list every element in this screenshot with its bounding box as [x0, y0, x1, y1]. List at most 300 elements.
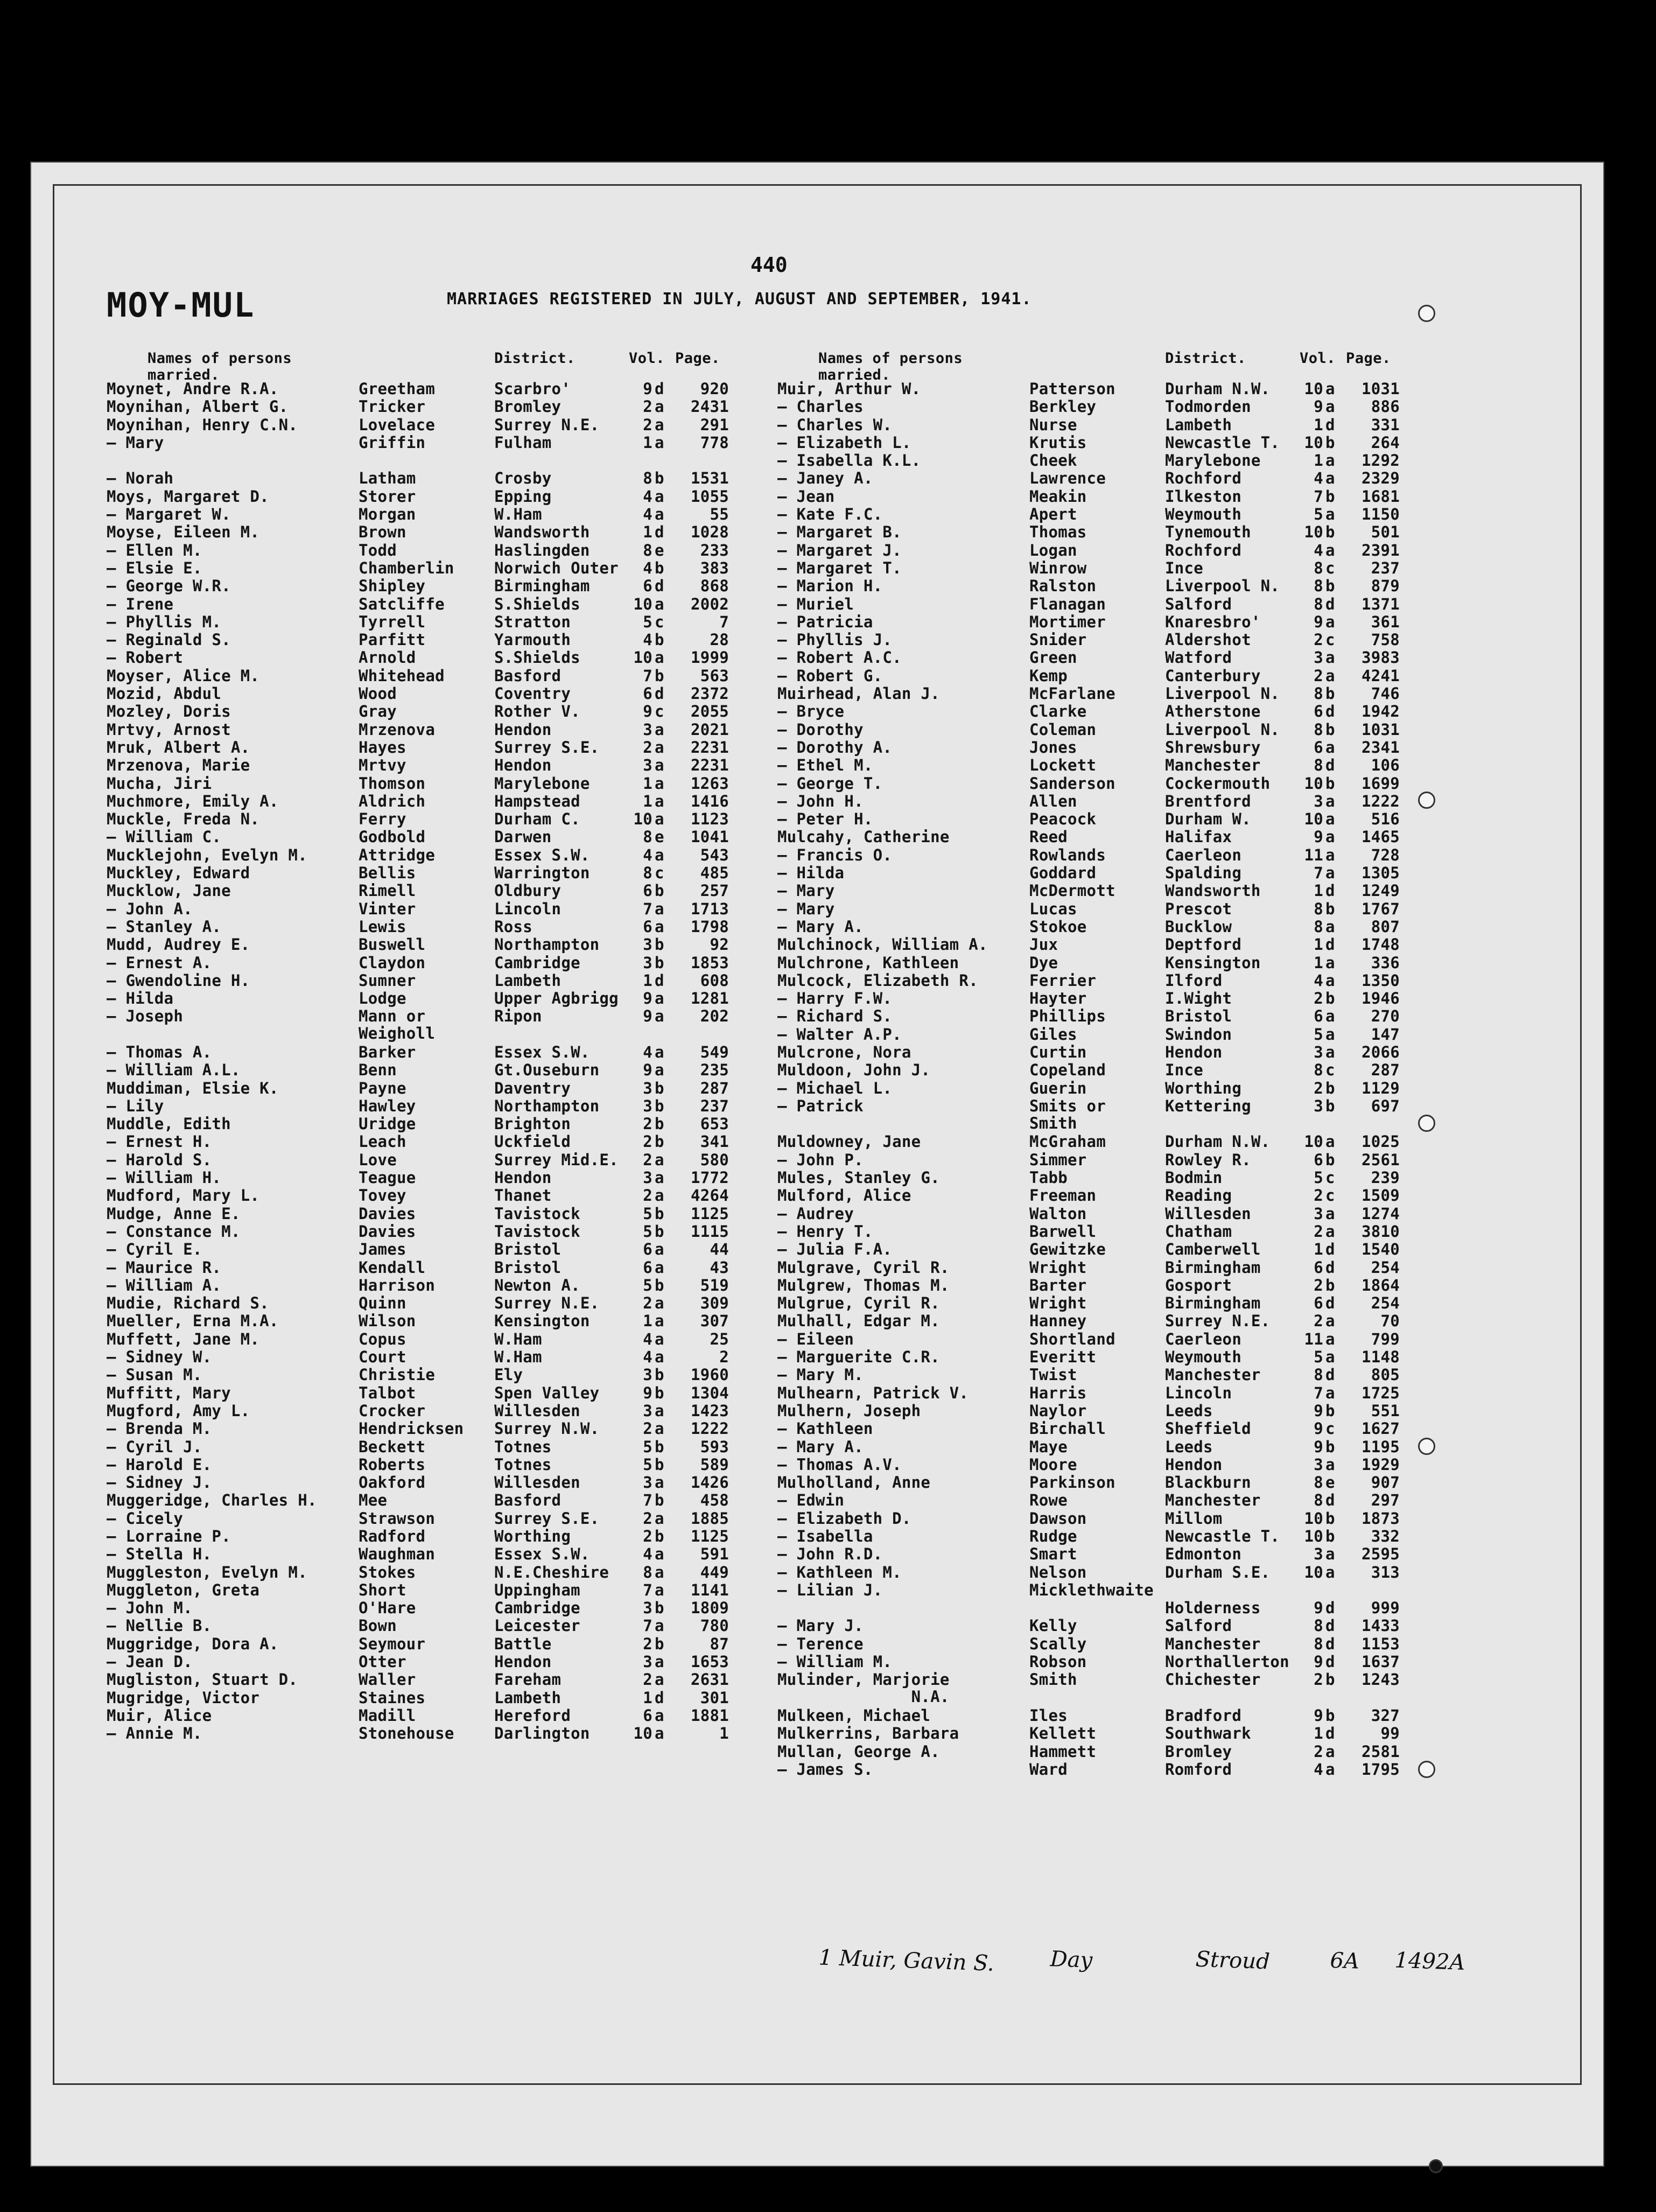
entry-volume-letter: a — [655, 1348, 664, 1367]
entry-row — [107, 828, 780, 846]
entry-spouse-surname: Crocker — [359, 1402, 426, 1420]
entry-volume: 7 — [1314, 487, 1323, 506]
entry-row — [777, 1348, 1450, 1366]
entry-volume: 8 — [1314, 685, 1323, 703]
entry-row — [777, 1026, 1450, 1044]
entry-page: 1809 — [690, 1599, 729, 1618]
entry-volume-letter: a — [655, 738, 664, 757]
entry-district: Hampstead — [494, 792, 580, 810]
entry-page: 2372 — [690, 685, 729, 703]
entry-spouse-surname: Hanney — [1029, 1312, 1087, 1331]
entry-volume-letter: a — [1325, 738, 1335, 757]
entry-volume-letter: a — [1325, 649, 1335, 667]
entry-page: 563 — [700, 667, 729, 685]
entry-volume: 2 — [643, 1187, 652, 1205]
entry-volume: 5 — [1314, 1025, 1323, 1044]
entry-spouse-surname: Chamberlin — [359, 559, 454, 577]
entry-spouse-surname: Dye — [1029, 954, 1058, 972]
entry-spouse-surname: Phillips — [1029, 1007, 1106, 1026]
entry-district: Swindon — [1165, 1025, 1232, 1044]
entry-name: — William M. — [777, 1653, 893, 1671]
entry-spouse-surname: Curtin — [1029, 1043, 1087, 1061]
entry-page: 1653 — [690, 1653, 729, 1671]
entry-row — [777, 1474, 1450, 1492]
entry-district: Fareham — [494, 1671, 562, 1689]
entry-spouse-surname: Winrow — [1029, 559, 1087, 577]
entry-page: 307 — [700, 1312, 729, 1331]
entry-name: Mulgrave, Cyril R. — [777, 1258, 950, 1277]
entry-page: 99 — [1380, 1725, 1400, 1743]
entry-spouse-surname: Birchall — [1029, 1420, 1106, 1438]
entry-page: 1 — [719, 1725, 729, 1743]
entry-page: 1767 — [1361, 900, 1400, 918]
entry-volume-letter: d — [1325, 416, 1335, 434]
entry-district: Darwen — [494, 828, 552, 846]
entry-volume-letter: d — [655, 1689, 664, 1707]
entry-page: 2002 — [690, 595, 729, 613]
entry-district: Durham S.E. — [1165, 1563, 1271, 1581]
entry-name: — Sidney W. — [107, 1348, 212, 1367]
entry-volume-letter: a — [655, 487, 664, 506]
entry-volume-letter: a — [1325, 846, 1335, 864]
entry-volume: 8 — [1314, 1492, 1323, 1510]
entry-spouse-surname: Latham — [359, 470, 416, 488]
entry-volume: 5 — [643, 1222, 652, 1241]
entry-row — [107, 1115, 780, 1133]
entry-row — [107, 1133, 780, 1151]
entry-name: — Harold E. — [107, 1455, 212, 1474]
entry-volume-letter: d — [1325, 1241, 1335, 1259]
entry-district: S.Shields — [494, 595, 580, 613]
entry-volume-letter: b — [1325, 523, 1335, 542]
entry-row — [777, 1205, 1450, 1223]
entry-district: Oldbury — [494, 882, 562, 900]
entry-row — [777, 1581, 1450, 1599]
entry-volume-letter: a — [1325, 1133, 1335, 1151]
entry-row — [777, 1725, 1450, 1742]
entry-volume-letter: b — [1325, 433, 1335, 452]
entry-volume-letter: a — [655, 1671, 664, 1689]
entry-row — [777, 757, 1450, 774]
entry-name: — Bryce — [777, 703, 845, 721]
document-page — [30, 162, 1604, 2167]
entry-name: Mozid, Abdul — [107, 685, 222, 703]
entry-row — [777, 954, 1450, 972]
header-page: Page. — [675, 350, 720, 367]
entry-district: Coventry — [494, 685, 571, 703]
entry-row — [107, 1545, 780, 1563]
entry-volume-letter: a — [655, 774, 664, 793]
entry-spouse-surname: Seymour — [359, 1635, 426, 1653]
entry-row — [107, 721, 780, 739]
entry-name: — Ellen M. — [107, 541, 202, 559]
entry-row — [107, 559, 780, 577]
entry-spouse-surname: Hendricksen — [359, 1420, 464, 1438]
entry-row — [107, 1151, 780, 1169]
entry-page: 332 — [1371, 1528, 1400, 1545]
entry-volume: 2 — [643, 1635, 652, 1653]
entry-name: Mrtvy, Arnost — [107, 720, 231, 739]
entry-name: — William H. — [107, 1169, 222, 1187]
entry-name: — Norah — [107, 470, 174, 488]
entry-volume: 10 — [1304, 1509, 1323, 1528]
entry-spouse-surname: Waller — [359, 1671, 416, 1689]
entry-row — [107, 1492, 780, 1509]
entry-row — [777, 631, 1450, 649]
entry-volume-letter: a — [655, 720, 664, 739]
entry-page: 1725 — [1361, 1384, 1400, 1402]
entry-name: — Jean D. — [107, 1653, 193, 1671]
entry-spouse-surname: Stokoe — [1029, 918, 1087, 936]
entry-volume: 9 — [1314, 1438, 1323, 1456]
entry-name: — Ernest A. — [107, 954, 212, 972]
entry-volume: 1 — [1314, 416, 1323, 434]
entry-spouse-surname: Short — [359, 1581, 406, 1599]
entry-district: Gt.Ouseburn — [494, 1061, 600, 1080]
entry-page: 1195 — [1361, 1438, 1400, 1456]
entry-name: — Phyllis M. — [107, 613, 222, 631]
entry-row — [777, 398, 1450, 416]
entry-row — [107, 1007, 780, 1044]
entry-volume: 8 — [643, 864, 652, 883]
entry-name: — Hilda — [777, 864, 845, 883]
entry-volume-letter: b — [655, 882, 664, 900]
entry-volume: 5 — [1314, 1348, 1323, 1367]
entry-spouse-surname: Kendall — [359, 1258, 426, 1277]
entry-page: 254 — [1371, 1294, 1400, 1313]
entry-volume: 6 — [1314, 738, 1323, 757]
entry-page: 25 — [710, 1330, 729, 1348]
entry-volume: 10 — [1304, 523, 1323, 542]
entry-volume: 1 — [1314, 954, 1323, 972]
entry-volume: 1 — [1314, 1725, 1323, 1743]
entry-spouse-surname: Patterson — [1029, 380, 1115, 398]
entry-district: Newton A. — [494, 1276, 580, 1294]
entry-district: Salford — [1165, 1617, 1232, 1635]
entry-spouse-surname: Storer — [359, 487, 416, 506]
entry-volume: 2 — [643, 1115, 652, 1133]
entry-row — [777, 596, 1450, 613]
entry-volume: 9 — [1314, 828, 1323, 846]
entry-spouse-surname: Naylor — [1029, 1402, 1087, 1420]
entry-page: 1148 — [1361, 1348, 1400, 1367]
page-number: 440 — [750, 253, 788, 277]
entry-name: — Elsie E. — [107, 559, 202, 577]
entry-page: 1222 — [1361, 792, 1400, 810]
entry-name: — Mary A. — [777, 918, 864, 936]
entry-district: Brentford — [1165, 792, 1251, 810]
entry-volume-letter: a — [1325, 810, 1335, 829]
entry-row — [777, 936, 1450, 954]
entry-volume: 4 — [643, 631, 652, 649]
entry-spouse-surname: McFarlane — [1029, 685, 1115, 703]
entry-district: Manchester — [1165, 1492, 1261, 1510]
entry-page: 1699 — [1361, 774, 1400, 793]
entry-row — [107, 1241, 780, 1258]
entry-page: 297 — [1371, 1492, 1400, 1510]
entry-page: 1627 — [1361, 1420, 1400, 1438]
entry-spouse-surname: Barker — [359, 1043, 416, 1061]
entry-district: Reading — [1165, 1187, 1232, 1205]
entry-volume-letter: b — [1325, 1528, 1335, 1545]
entry-page: 4241 — [1361, 667, 1400, 685]
entry-name: Mullan, George A. — [777, 1742, 940, 1761]
entry-volume: 6 — [1314, 1258, 1323, 1277]
entry-spouse-surname: Lodge — [359, 990, 406, 1008]
entry-volume-letter: b — [1325, 1671, 1335, 1689]
entry-district: Lambeth — [494, 1689, 562, 1707]
entry-volume-letter: d — [655, 685, 664, 703]
entry-page: 886 — [1371, 398, 1400, 416]
entry-page: 608 — [700, 971, 729, 990]
entry-district: Hendon — [494, 1653, 552, 1671]
entry-row — [777, 559, 1450, 577]
entry-district: Worthing — [1165, 1079, 1242, 1097]
entry-district: Essex S.W. — [494, 1545, 590, 1564]
entry-volume-letter: c — [655, 613, 664, 631]
entry-spouse-surname: Harrison — [359, 1276, 436, 1294]
entry-page: 313 — [1371, 1563, 1400, 1581]
entry-row — [777, 434, 1450, 452]
entry-volume: 3 — [643, 1402, 652, 1420]
entry-volume: 4 — [1314, 1760, 1323, 1779]
entry-page: 1465 — [1361, 828, 1400, 846]
entry-page: 1929 — [1361, 1455, 1400, 1474]
entry-volume: 5 — [1314, 1169, 1323, 1187]
entry-district: Durham N.W. — [1165, 380, 1271, 398]
entry-row — [107, 846, 780, 864]
entry-page: 1031 — [1361, 380, 1400, 398]
entry-name: — Sidney J. — [107, 1474, 212, 1492]
entry-spouse-surname: Mee — [359, 1492, 388, 1510]
entry-spouse-surname: James — [359, 1241, 406, 1259]
entry-volume: 8 — [1314, 1617, 1323, 1635]
entry-page: 383 — [700, 559, 729, 577]
entry-spouse-surname: Guerin — [1029, 1079, 1087, 1097]
entry-name: — Stella H. — [107, 1545, 212, 1564]
entry-volume-letter: b — [655, 1097, 664, 1115]
entry-spouse-surname: Mrtvy — [359, 757, 406, 775]
entry-district: Hendon — [494, 1169, 552, 1187]
entry-district: Cambridge — [494, 1599, 580, 1618]
entry-volume: 6 — [1314, 1151, 1323, 1169]
entry-name: Muchmore, Emily A. — [107, 792, 279, 810]
entry-district: Rochford — [1165, 470, 1242, 488]
entry-volume: 3 — [643, 1366, 652, 1384]
entry-row — [107, 470, 780, 487]
entry-row — [107, 1187, 780, 1205]
entry-page: 1025 — [1361, 1133, 1400, 1151]
entry-volume: 9 — [643, 1061, 652, 1080]
entry-name: Mulkerrins, Barbara — [777, 1725, 959, 1743]
entry-page: 87 — [710, 1635, 729, 1653]
entry-spouse-surname: Shortland — [1029, 1330, 1115, 1348]
entry-district: Warrington — [494, 864, 590, 883]
entry-spouse-surname: Wright — [1029, 1294, 1087, 1313]
entry-row — [777, 1528, 1450, 1545]
entry-volume-letter: b — [655, 559, 664, 577]
entry-volume-letter: a — [1325, 398, 1335, 416]
entry-district: Stratton — [494, 613, 571, 631]
entry-volume-letter: a — [655, 1151, 664, 1169]
entry-volume-letter: b — [655, 631, 664, 649]
entry-district: Surrey Mid.E. — [494, 1151, 619, 1169]
entry-district: W.Ham — [494, 1348, 542, 1367]
entry-volume: 2 — [643, 1671, 652, 1689]
entry-name: Mulhern, Joseph — [777, 1402, 921, 1420]
entry-district: W.Ham — [494, 1330, 542, 1348]
entry-volume: 2 — [643, 738, 652, 757]
entry-name: Mulcrone, Nora — [777, 1043, 911, 1061]
entry-name: — John P. — [777, 1151, 864, 1169]
entry-name: — Mary A. — [777, 1438, 864, 1456]
entry-volume-letter: a — [655, 1563, 664, 1581]
entry-volume-letter: b — [655, 1205, 664, 1223]
entry-page: 879 — [1371, 577, 1400, 596]
entry-volume-letter: d — [1325, 1366, 1335, 1384]
entry-volume: 2 — [1314, 1312, 1323, 1331]
header-vol: Vol. — [1300, 350, 1336, 367]
entry-name: — Irene — [107, 595, 174, 613]
entry-volume: 1 — [1314, 452, 1323, 470]
entry-volume-letter: b — [655, 1635, 664, 1653]
entry-row — [107, 631, 780, 649]
entry-district: Lincoln — [1165, 1384, 1232, 1402]
entry-page: 1426 — [690, 1474, 729, 1492]
entry-spouse-surname: Oakford — [359, 1474, 426, 1492]
entry-name: — Margaret T. — [777, 559, 902, 577]
entry-page: 1885 — [690, 1509, 729, 1528]
entry-volume: 6 — [643, 918, 652, 936]
entry-name: — Patricia — [777, 613, 873, 631]
entry-district: Liverpool N. — [1165, 720, 1280, 739]
left-entries — [107, 380, 780, 1743]
entry-spouse-surname: Freeman — [1029, 1187, 1097, 1205]
entry-name: Muldowney, Jane — [777, 1133, 921, 1151]
entry-name: — Dorothy A. — [777, 738, 893, 757]
entry-volume: 1 — [1314, 882, 1323, 900]
entry-page: 1129 — [1361, 1079, 1400, 1097]
entry-name: — Dorothy — [777, 720, 864, 739]
entry-volume: 4 — [1314, 470, 1323, 488]
entry-volume-letter: a — [1325, 1563, 1335, 1581]
entry-volume: 2 — [643, 1420, 652, 1438]
entry-volume: 6 — [643, 1258, 652, 1277]
entry-spouse-surname: Love — [359, 1151, 397, 1169]
entry-page: 1713 — [690, 900, 729, 918]
entry-volume: 8 — [1314, 1635, 1323, 1653]
entry-page: 2021 — [690, 720, 729, 739]
entry-page: 237 — [700, 1097, 729, 1115]
entry-district: Watford — [1165, 649, 1232, 667]
entry-page: 778 — [700, 433, 729, 452]
entry-volume: 1 — [1314, 1241, 1323, 1259]
entry-district: Leeds — [1165, 1402, 1213, 1420]
entry-name: Mudford, Mary L. — [107, 1187, 260, 1205]
entry-spouse-surname: Beckett — [359, 1438, 426, 1456]
entry-volume: 4 — [1314, 541, 1323, 559]
entry-spouse-surname: Nelson — [1029, 1563, 1087, 1581]
entry-row — [777, 1366, 1450, 1384]
entry-page: 1274 — [1361, 1205, 1400, 1223]
entry-name: Muffitt, Mary — [107, 1384, 231, 1402]
entry-volume: 5 — [1314, 506, 1323, 524]
section-code: MOY-MUL — [107, 285, 255, 325]
entry-spouse-surname: Attridge — [359, 846, 436, 864]
entry-page: 758 — [1371, 631, 1400, 649]
entry-name: Mugridge, Victor — [107, 1689, 260, 1707]
entry-page: 254 — [1371, 1258, 1400, 1277]
entry-volume: 9 — [643, 380, 652, 398]
entry-name: Mulgrew, Thomas M. — [777, 1276, 950, 1294]
entry-name: Mucklejohn, Evelyn M. — [107, 846, 307, 864]
entry-page: 1531 — [690, 470, 729, 488]
entry-spouse-surname: Uridge — [359, 1115, 416, 1133]
entry-page: 1123 — [690, 810, 729, 829]
entry-row — [777, 649, 1450, 667]
entry-volume: 3 — [643, 1474, 652, 1492]
entry-volume: 9 — [1314, 1420, 1323, 1438]
entry-name: — Elizabeth L. — [777, 433, 911, 452]
entry-volume: 10 — [1304, 380, 1323, 398]
entry-district: Hendon — [494, 720, 552, 739]
entry-row — [107, 542, 780, 559]
entry-page: 1772 — [690, 1169, 729, 1187]
entry-volume-letter: a — [655, 1653, 664, 1671]
entry-name: — Annie M. — [107, 1725, 202, 1743]
entry-district: Bromley — [1165, 1742, 1232, 1761]
entry-row — [107, 1438, 780, 1456]
entry-district: Birmingham — [494, 577, 590, 596]
entry-volume: 10 — [633, 595, 652, 613]
entry-volume-letter: b — [655, 1492, 664, 1510]
right-column — [777, 350, 1450, 1779]
entry-district: Gosport — [1165, 1276, 1232, 1294]
entry-volume-letter: a — [1325, 613, 1335, 631]
entry-spouse-surname: Robson — [1029, 1653, 1087, 1671]
entry-row — [777, 775, 1450, 793]
entry-name: Muir, Alice — [107, 1706, 212, 1725]
entry-row — [107, 685, 780, 703]
entry-spouse-surname: Stonehouse — [359, 1725, 454, 1743]
entry-spouse-surname: Coleman — [1029, 720, 1097, 739]
entry-volume-letter: c — [1325, 1420, 1335, 1438]
entry-name: — Constance M. — [107, 1222, 241, 1241]
entry-district: Leicester — [494, 1617, 580, 1635]
entry-volume: 8 — [1314, 757, 1323, 775]
entry-spouse-surname: Rowlands — [1029, 846, 1106, 864]
entry-district: Essex S.W. — [494, 1043, 590, 1061]
entry-row — [107, 1653, 780, 1671]
entry-district: Tavistock — [494, 1205, 580, 1223]
entry-volume: 9 — [643, 703, 652, 721]
entry-name: — John M. — [107, 1599, 193, 1618]
entry-district: Newcastle T. — [1165, 433, 1280, 452]
entry-row — [107, 1277, 780, 1294]
entry-spouse-surname: Brown — [359, 523, 406, 542]
entry-volume-letter: a — [1325, 1222, 1335, 1241]
entry-page: 1041 — [690, 828, 729, 846]
entry-name: — William A.L. — [107, 1061, 241, 1080]
entry-district: Crosby — [494, 470, 552, 488]
entry-spouse-surname: Rimell — [359, 882, 416, 900]
entry-row — [777, 1545, 1450, 1563]
entry-district: Ely — [494, 1366, 523, 1384]
entry-name: Muddiman, Elsie K. — [107, 1079, 279, 1097]
entry-district: Hendon — [494, 757, 552, 775]
entry-volume-letter: a — [655, 1187, 664, 1205]
entry-row — [107, 793, 780, 810]
